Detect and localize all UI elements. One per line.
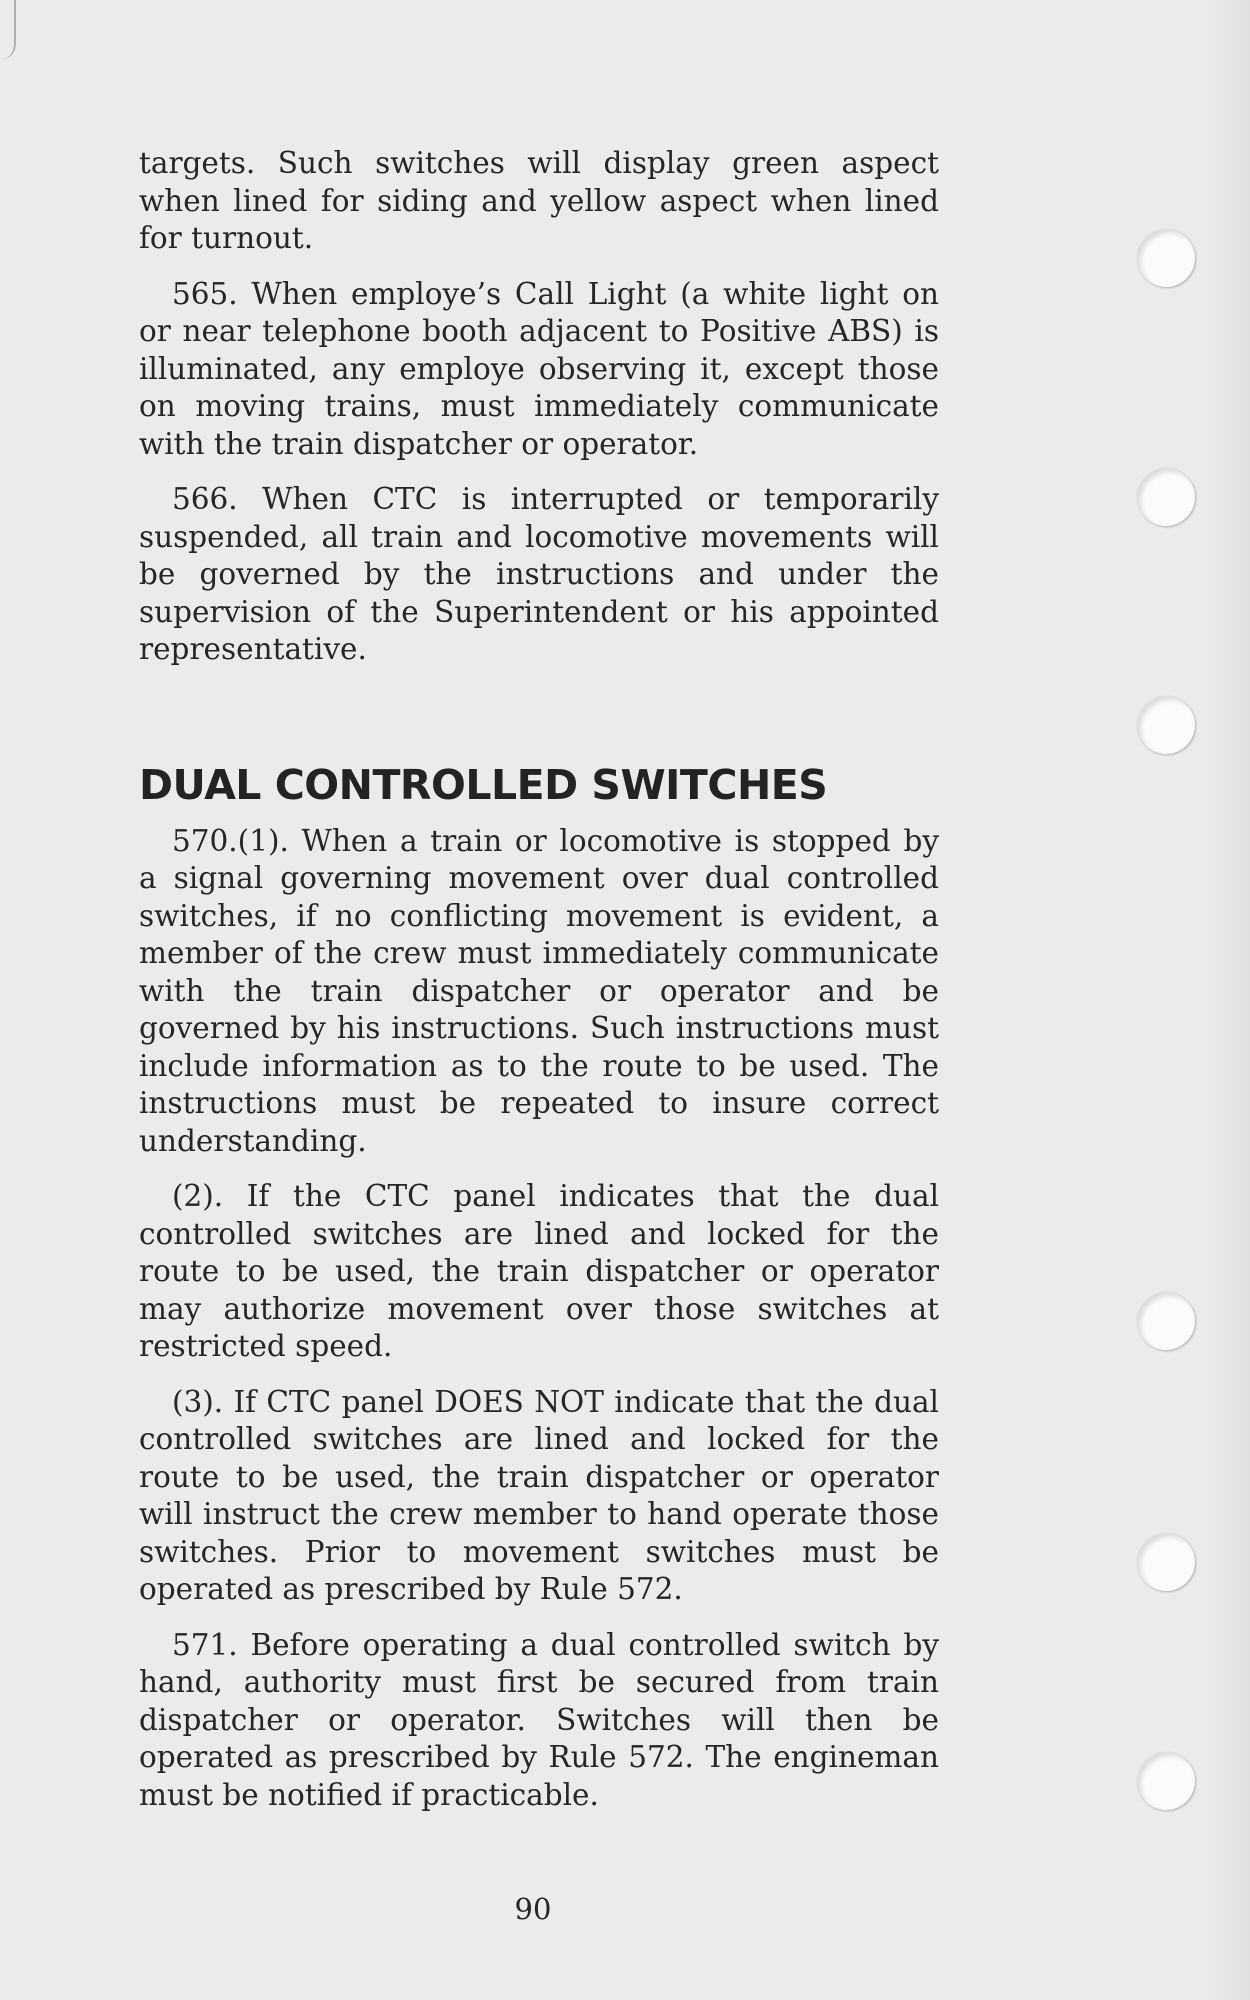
- text-column: [139, 145, 939, 1832]
- binder-hole-3: [1137, 696, 1195, 754]
- paragraph-rule-570-2: (2). If the CTC panel indicates that the dual controlled switches are lined and locked for the route to be used, the train dispatcher or operator may authorize movement over those switches at restricted speed.: [139, 1179, 939, 1363]
- paragraph-rule-570-1: 570.(1). When a train or locomotive is stopped by a signal governing movement over dual controlled switches, if no conflicting movement is evident, a member of the crew must immediately communicate with the train dispatcher or operator and be governed by his instructions. Such instructions must include information as to the route to be used. The instructions must be repeated to insure correct understanding.: [139, 823, 939, 1158]
- paragraph-rule-566: 566. When CTC is interrupted or temporarily suspended, all train and locomotive movements will be governed by the instructions and under the supervision of the Superintendent or his appointed representative.: [139, 482, 939, 666]
- paragraph-rule-570-3: (3). If CTC panel DOES NOT indicate that the dual controlled switches are lined and locked for the route to be used, the train dispatcher or operator will instruct the crew member to hand operate those switches. Prior to movement switches must be operated as prescribed by Rule 572.: [139, 1384, 939, 1606]
- paragraph-rule-571: 571. Before operating a dual controlled switch by hand, authority must first be secured from train dispatcher or operator. Switches will then be operated as prescribed by Rule 572. The engineman must be notified if practicable.: [139, 1627, 939, 1812]
- binder-hole-6: [1137, 1752, 1195, 1810]
- binder-hole-1: [1137, 229, 1195, 287]
- paragraph-continued-targets: targets. Such switches will display green aspect when lined for siding and yellow aspect when lined for turnout.: [139, 146, 939, 255]
- paragraph-rule-565: 565. When employe’s Call Light (a white light on or near telephone booth adjacent to Positive ABS) is illuminated, any employe observing it, except those on moving trains, must immediately communicate with the train dispatcher or operator.: [139, 276, 939, 461]
- section-heading: DUAL CONTROLLED SWITCHES: [139, 760, 828, 809]
- binder-hole-5: [1137, 1533, 1195, 1591]
- binder-hole-2: [1137, 468, 1195, 526]
- page-corner-mark: [0, 0, 16, 60]
- page-edge-shadow: [1204, 0, 1250, 2000]
- binder-hole-4: [1137, 1292, 1195, 1350]
- page-number: 90: [514, 1892, 552, 1926]
